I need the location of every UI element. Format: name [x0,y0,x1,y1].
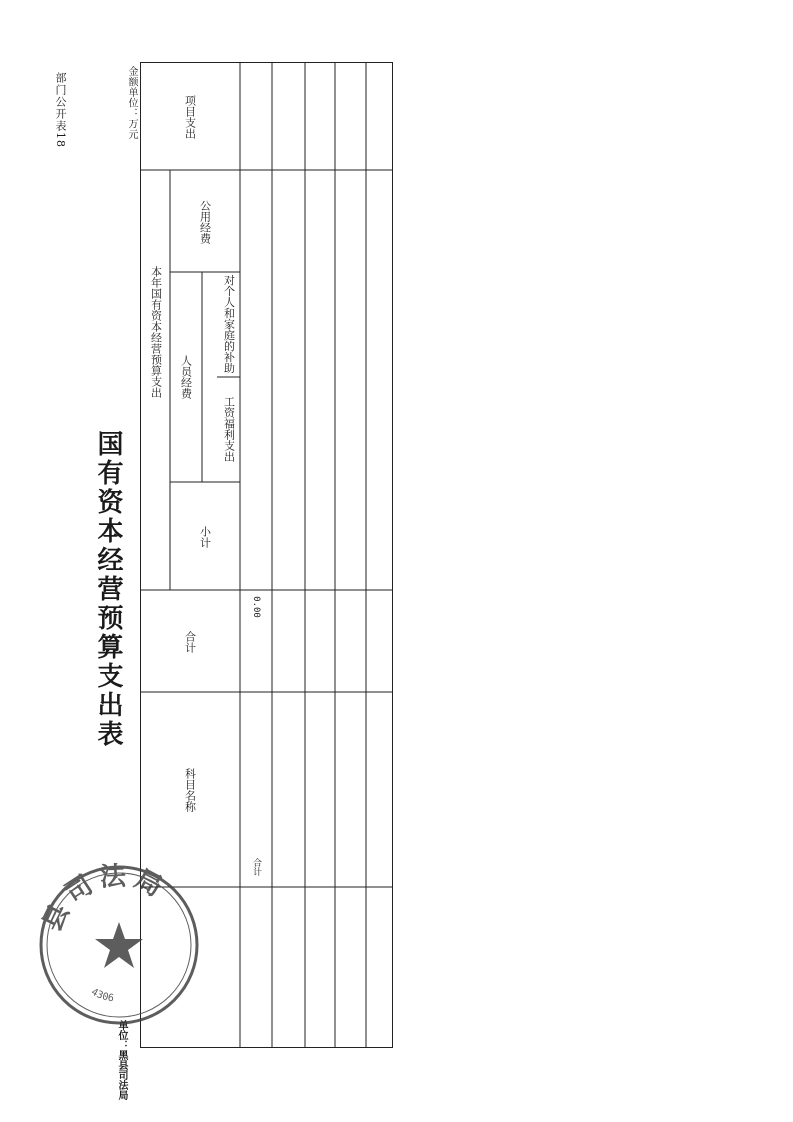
seal-code: 4306 [89,986,115,1005]
seal-text: 县司法局 [37,861,173,937]
header-public-funds: 公用经费 [198,200,212,244]
page-label: 部门公开表18 [54,72,67,148]
svg-text:县司法局 [37,861,172,936]
header-subsidy: 对个人和家庭的补助 [222,274,236,374]
row-subject: 合计 [251,858,261,876]
svg-text:4306 [89,987,114,1005]
header-group: 本年国有资本经营预算支出 [149,266,163,398]
row-total-value: 0.00 [251,596,261,618]
unit-label: 金额单位：万元 [126,66,137,140]
header-subtotal: 小计 [198,526,212,548]
unit-name: 单位：黑县司法局 [116,1020,127,1100]
header-personnel: 人员经费 [179,355,193,399]
header-subject-name: 科目名称 [183,768,197,812]
header-wages: 工资福利支出 [222,396,236,462]
official-seal [34,860,204,1030]
page-title: 国有资本经营预算支出表 [93,430,123,749]
header-project: 项目支出 [183,95,197,139]
header-total: 合计 [183,631,197,653]
